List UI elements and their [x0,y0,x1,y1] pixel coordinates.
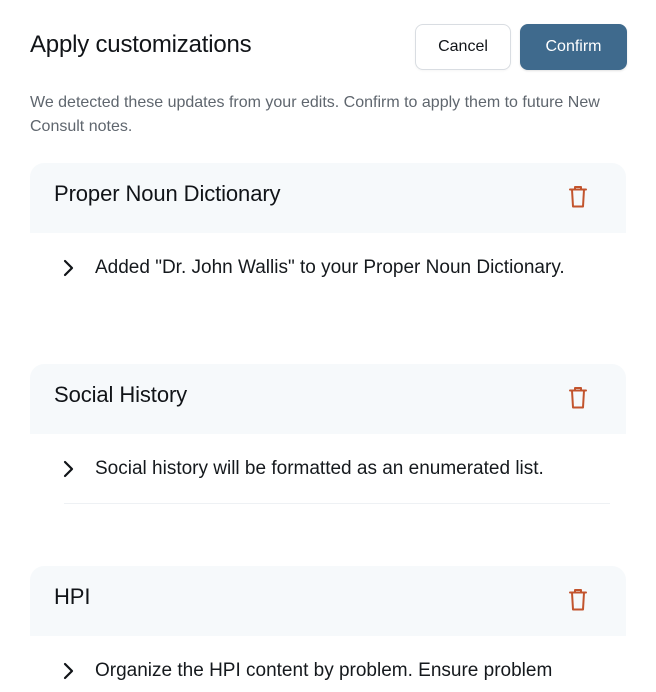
section-item[interactable] [30,434,626,506]
section-header [30,364,626,432]
section-item[interactable] [30,233,626,305]
section-header [30,163,626,231]
chevron-right-icon[interactable] [60,460,76,478]
chevron-right-icon[interactable] [60,259,76,277]
section-item-text: Organize the HPI content by problem. Ensure problem [95,660,553,681]
cancel-button[interactable]: Cancel [415,24,511,70]
section-item-text: Added "Dr. John Wallis" to your Proper Noun Dictionary. [95,257,565,278]
confirm-button[interactable]: Confirm [520,24,627,70]
section-title: Social History [54,382,188,407]
trash-icon[interactable] [566,184,590,210]
trash-icon[interactable] [566,587,590,613]
section-item[interactable] [30,636,626,692]
section-title: HPI [54,584,91,609]
section-header [30,566,626,634]
chevron-right-icon[interactable] [60,662,76,680]
section-title: Proper Noun Dictionary [54,181,281,206]
section-divider [64,503,610,504]
dialog-description: We detected these updates from your edits. Confirm to apply them to future New Consult notes. [30,94,600,135]
section-card-proper-noun-dictionary [30,163,626,305]
section-card-hpi [30,566,626,692]
trash-icon[interactable] [566,385,590,411]
section-item-text: Social history will be formatted as an enumerated list. [95,458,544,479]
dialog-title: Apply customizations [30,31,252,58]
section-card-social-history [30,364,626,506]
